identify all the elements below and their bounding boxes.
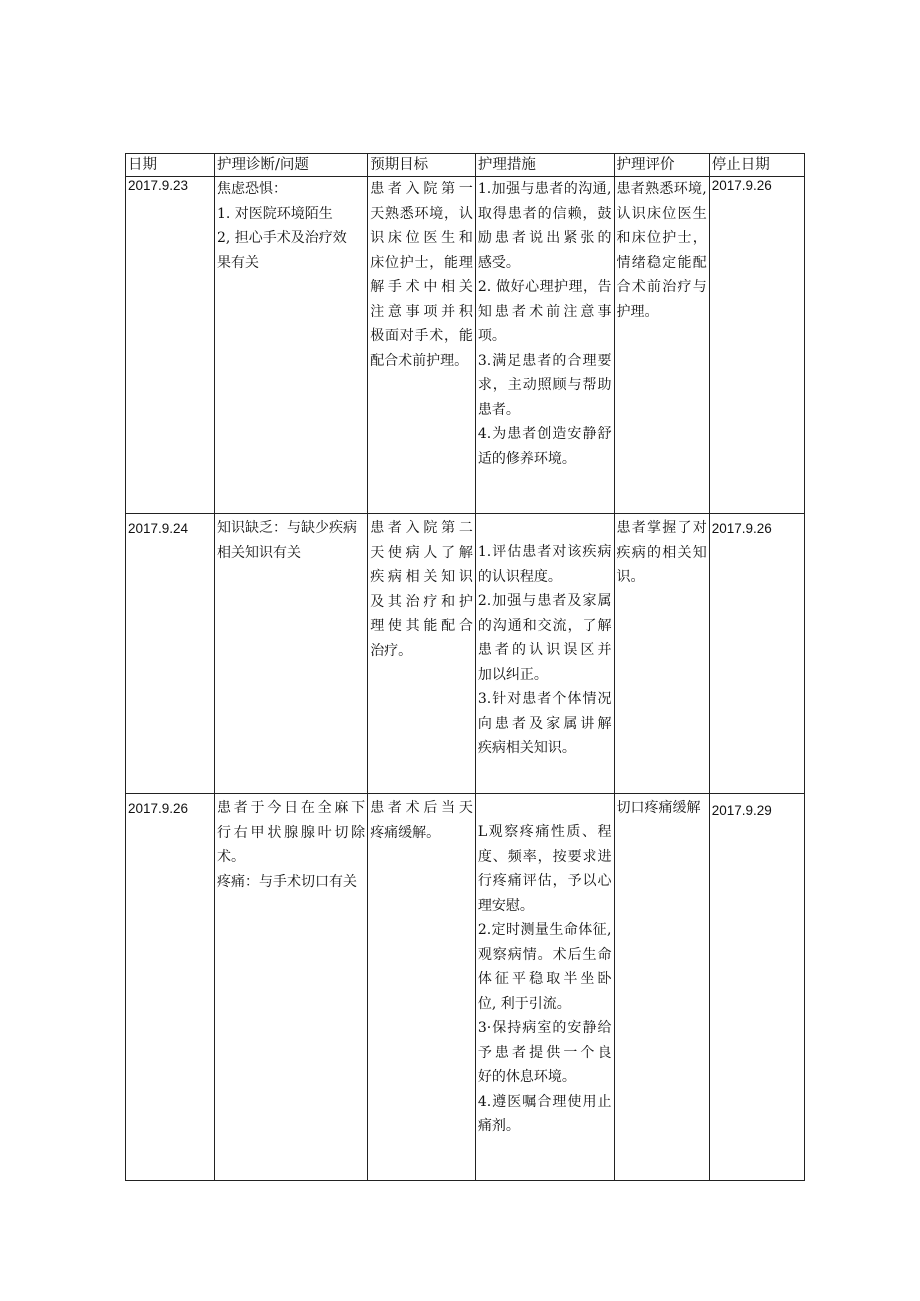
header-diagnosis: 护理诊断/问题 (215, 154, 368, 177)
cell-stop-date: 2017.9.26 (709, 514, 804, 794)
header-date: 日期 (126, 154, 215, 177)
cell-date: 2017.9.24 (126, 514, 215, 794)
cell-stop-date: 2017.9.29 (709, 794, 804, 1181)
nursing-plan-table (125, 153, 805, 1181)
cell-measures: 1.加强与患者的沟通, 取得患者的信赖，鼓 励患者说出紧张的 感受。 2. 做好心理护理，告 知患者术前注意事 项。 3.满足患者的合理要 求，主动照顾与帮助 患者。 4.为患者创造安静舒 适的修养环境。 (475, 177, 614, 514)
cell-stop-date: 2017.9.26 (709, 177, 804, 514)
header-stop-date: 停止日期 (709, 154, 804, 177)
header-goal: 预期目标 (368, 154, 476, 177)
cell-goal: 患者入院第二 天使病人了解 疾病相关知识 及其治疗和护 理使其能配合 治疗。 (368, 514, 476, 794)
cell-date: 2017.9.23 (126, 177, 215, 514)
cell-diagnosis: 知识缺乏：与缺少疾病 相关知识有关 (215, 514, 368, 794)
table-row (126, 514, 805, 794)
header-evaluation: 护理评价 (614, 154, 709, 177)
cell-measures: L观察疼痛性质、程 度、频率，按要求进 行疼痛评估，予以心 理安慰。 2.定时测量生命体征, 观察病情。术后生命 体征平稳取半坐卧 位, 利于引流。 3·保持病室的安静给 予患者提供一个良 好的休息环境。 4.遵医嘱合理使用止 痛剂。 (475, 794, 614, 1181)
table-header-row (126, 154, 805, 177)
cell-evaluation: 切口疼痛缓解 (614, 794, 709, 1181)
cell-goal: 患者术后当天 疼痛缓解。 (368, 794, 476, 1181)
cell-date: 2017.9.26 (126, 794, 215, 1181)
cell-evaluation: 患者掌握了对 疾病的相关知 识。 (614, 514, 709, 794)
cell-goal: 患者入院第一 天熟悉环境，认 识床位医生和 床位护士，能理 解手术中相关 注意事项并积 极面对手术，能 配合术前护理。 (368, 177, 476, 514)
table-row (126, 177, 805, 514)
cell-diagnosis: 患者于今日在全麻下 行右甲状腺腺叶切除 术。 疼痛：与手术切口有关 (215, 794, 368, 1181)
cell-diagnosis: 焦虑恐惧： 1. 对医院环境陌生 2, 担心手术及治疗效 果有关 (215, 177, 368, 514)
cell-measures: 1.评估患者对该疾病 的认识程度。 2.加强与患者及家属 的沟通和交流，了解 患者的认识误区并 加以纠正。 3.针对患者个体情况 向患者及家属讲解 疾病相关知识。 (475, 514, 614, 794)
header-measures: 护理措施 (475, 154, 614, 177)
cell-evaluation: 患者熟悉环境, 认识床位医生 和床位护士， 情绪稳定能配 合术前治疗与 护理。 (614, 177, 709, 514)
table-row (126, 794, 805, 1181)
